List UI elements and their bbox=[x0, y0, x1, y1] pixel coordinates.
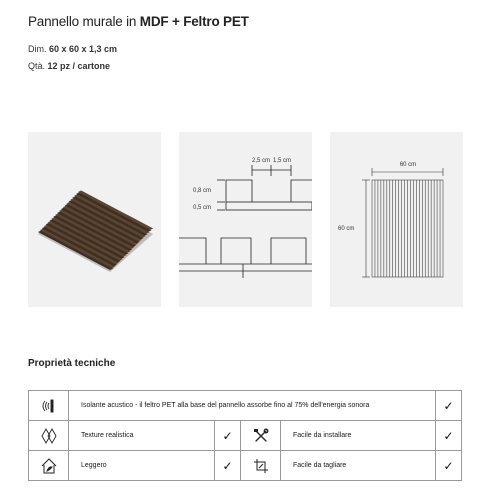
dim-gap-width-label: 1,5 cm bbox=[272, 158, 292, 164]
page-title bbox=[28, 14, 249, 29]
feature-acoustic-check: ✓ bbox=[436, 391, 462, 421]
front-height-label: 60 cm bbox=[338, 226, 355, 232]
spec-quantity-label: Qtà. bbox=[28, 61, 48, 71]
profile-diagram-panel bbox=[179, 132, 312, 307]
front-diagram bbox=[330, 132, 463, 307]
feature-texture-label: Texture realistica bbox=[69, 421, 215, 451]
feature-install-check: ✓ bbox=[436, 421, 462, 451]
features-table bbox=[28, 390, 462, 481]
dim-slat-width-label: 2,5 cm bbox=[251, 158, 271, 164]
dim-base-height-label: 0,5 cm bbox=[193, 205, 212, 211]
profile-diagram bbox=[179, 132, 312, 307]
feature-icon-cell bbox=[241, 451, 281, 481]
front-diagram-panel bbox=[330, 132, 463, 307]
slat-panel-illustration bbox=[28, 132, 161, 307]
spec-dimensions-value: 60 x 60 x 1,3 cm bbox=[49, 44, 118, 54]
front-width-label: 60 cm bbox=[399, 162, 417, 168]
feature-icon-cell bbox=[29, 421, 69, 451]
section-title: Proprietà tecniche bbox=[28, 358, 116, 369]
feature-cut-label: Facile da tagliare bbox=[281, 451, 436, 481]
feature-row bbox=[29, 451, 462, 481]
feature-texture-check: ✓ bbox=[215, 421, 241, 451]
feature-row bbox=[29, 391, 462, 421]
dim-slat-height-label: 0,8 cm bbox=[193, 188, 212, 194]
title-material: MDF + Feltro PET bbox=[139, 14, 249, 29]
feature-light-label: Leggero bbox=[69, 451, 215, 481]
sound-wave-icon bbox=[41, 398, 57, 414]
diamond-pattern-icon bbox=[41, 428, 57, 444]
house-feather-icon bbox=[41, 458, 57, 474]
tools-icon bbox=[253, 428, 269, 444]
feature-icon-cell bbox=[29, 391, 69, 421]
feature-cut-check: ✓ bbox=[436, 451, 462, 481]
product-image-panel bbox=[28, 132, 161, 307]
feature-install-label: Facile da installare bbox=[281, 421, 436, 451]
spec-dimensions-label: Dim. bbox=[28, 44, 49, 54]
crop-icon bbox=[253, 458, 269, 474]
feature-light-check: ✓ bbox=[215, 451, 241, 481]
spec-quantity bbox=[28, 61, 110, 71]
feature-icon-cell bbox=[241, 421, 281, 451]
spec-dimensions bbox=[28, 44, 117, 54]
feature-icon-cell bbox=[29, 451, 69, 481]
title-prefix: Pannello murale in bbox=[28, 14, 140, 29]
feature-acoustic-label: Isolante acustico - il feltro PET alla base del pannello assorbe fino al 75% dell'energia sonora bbox=[69, 391, 436, 421]
spec-quantity-value: 12 pz / cartone bbox=[47, 61, 111, 71]
feature-row bbox=[29, 421, 462, 451]
